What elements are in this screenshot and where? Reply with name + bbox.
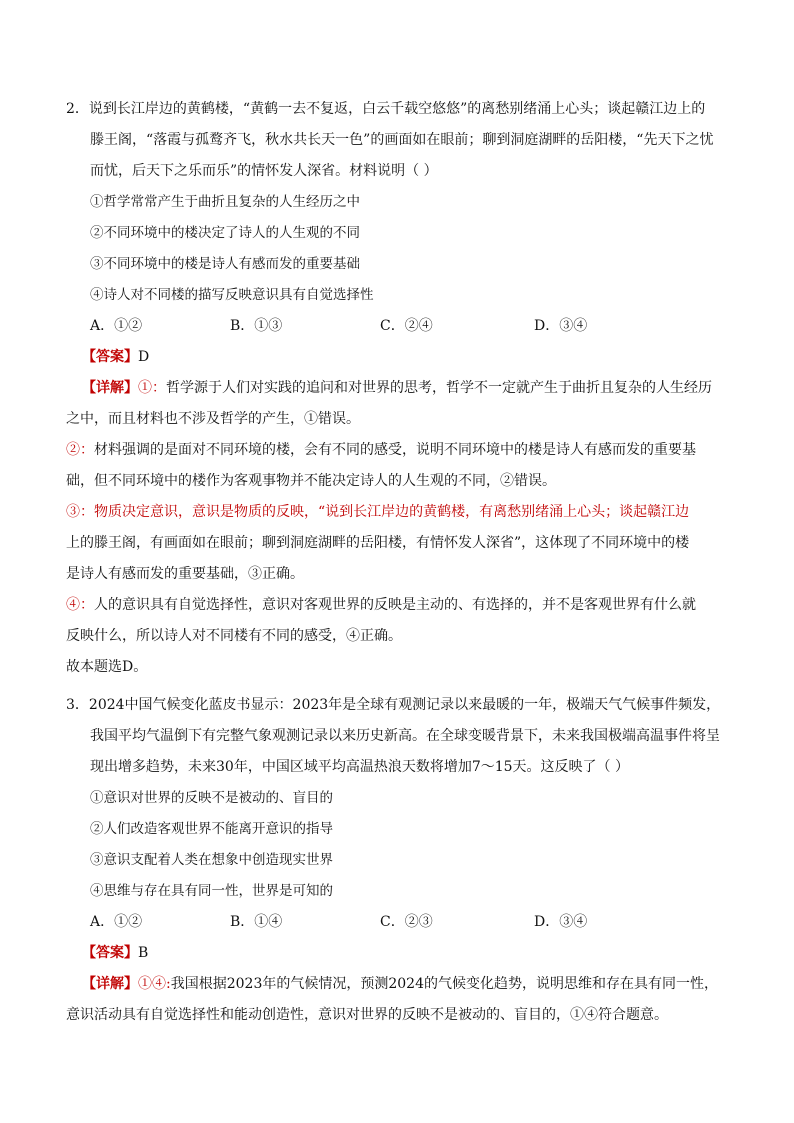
answer-choices: [66, 907, 731, 938]
question-2: [66, 94, 731, 683]
statement-4: ④诗人对不同楼的描写反映意识具有自觉选择性: [90, 287, 374, 303]
question-stem-line: 3．2024中国气候变化蓝皮书显示：2023年是全球有观测记录以来最暖的一年，极端天气气候事件频发，: [66, 697, 721, 713]
detail-text: 哲学源于人们对实践的追问和对世界的思考，哲学不一定就产生于曲折且复杂的人生经历: [166, 380, 712, 396]
detail-lead: ④：: [66, 597, 94, 613]
question-stem-line: 滕王阁，“落霞与孤鹜齐飞，秋水共长天一色”的画面如在眼前；聊到洞庭湖畔的岳阳楼，“先天下之忧: [90, 132, 714, 148]
detail-lead: ①④:: [138, 976, 171, 992]
detail-conclusion: 故本题选D。: [66, 659, 148, 675]
answer-choices: [66, 311, 731, 342]
detail-text: 物质决定意识，意识是物质的反映，“说到长江岸边的黄鹤楼，有离愁别绪涌上心头；谈起赣江边: [94, 504, 690, 520]
answer-line: [66, 938, 731, 969]
statement-3: ③意识支配着人类在想象中创造现实世界: [90, 852, 333, 868]
answer-tag: 【答案】: [82, 945, 138, 961]
choice-c: C．②③: [380, 914, 433, 930]
detail-text: 础，但不同环境中的楼作为客观事物并不能决定诗人的人生观的不同，②错误。: [66, 473, 556, 489]
choice-d: D．③④: [534, 914, 588, 930]
answer-value: D: [138, 349, 150, 365]
detail-tag: 【详解】: [82, 976, 138, 992]
question-stem-line: 现出增多趋势，未来30年，中国区域平均高温热浪天数将增加7～15天。这反映了（ ）: [90, 759, 629, 775]
statement-1: ①意识对世界的反映不是被动的、盲目的: [90, 790, 333, 806]
question-stem-line: 我国平均气温倒下有完整气象观测记录以来历史新高。在全球变暖背景下，未来我国极端高温事件将呈: [90, 728, 720, 744]
detail-text: 材料强调的是面对不同环境的楼，会有不同的感受，说明不同环境中的楼是诗人有感而发的重要基: [94, 442, 696, 458]
answer-line: [66, 342, 731, 373]
detail-text: 反映什么，所以诗人对不同楼有不同的感受，④正确。: [66, 628, 402, 644]
choice-a: A．①②: [90, 318, 143, 334]
choice-d: D．③④: [534, 318, 588, 334]
detail-text: 之中，而且材料也不涉及哲学的产生，①错误。: [66, 411, 360, 427]
statement-4: ④思维与存在具有同一性，世界是可知的: [90, 883, 333, 899]
detail-lead: ③：: [66, 504, 94, 520]
detail-block: [66, 969, 731, 1031]
choice-b: B．①③: [230, 318, 283, 334]
answer-value: B: [138, 945, 149, 961]
detail-lead: ①：: [138, 380, 166, 396]
detail-text: 人的意识具有自觉选择性，意识对客观世界的反映是主动的、有选择的，并不是客观世界有什么就: [94, 597, 696, 613]
statement-2: ②不同环境中的楼决定了诗人的人生观的不同: [90, 225, 360, 241]
detail-tag: 【详解】: [82, 380, 138, 396]
detail-text: 意识活动具有自觉选择性和能动创造性，意识对世界的反映不是被动的、盲目的，①④符合题意。: [66, 1007, 668, 1023]
detail-lead: ②：: [66, 442, 94, 458]
detail-text: 我国根据2023年的气候情况，预测2024的气候变化趋势，说明思维和存在具有同一性，: [170, 976, 718, 992]
question-stem-line: 2．说到长江岸边的黄鹤楼，“黄鹤一去不复返，白云千载空悠悠”的离愁别绪涌上心头；谈起赣江边上的: [66, 101, 706, 117]
statement-1: ①哲学常常产生于曲折且复杂的人生经历之中: [90, 194, 360, 210]
detail-text: 上的滕王阁，有画面如在眼前；聊到洞庭湖畔的岳阳楼，有情怀发人深省”，这体现了不同环境中的楼: [66, 535, 690, 551]
detail-text: 是诗人有感而发的重要基础，③正确。: [66, 566, 304, 582]
question-3: [66, 690, 731, 1031]
choice-b: B．①④: [230, 914, 283, 930]
statement-3: ③不同环境中的楼是诗人有感而发的重要基础: [90, 256, 360, 272]
statement-2: ②人们改造客观世界不能离开意识的指导: [90, 821, 333, 837]
answer-tag: 【答案】: [82, 349, 138, 365]
detail-block: [66, 373, 731, 683]
question-stem-line: 而忧，后天下之乐而乐”的情怀发人深省。材料说明（ ）: [90, 163, 438, 179]
choice-a: A．①②: [90, 914, 143, 930]
choice-c: C．②④: [380, 318, 433, 334]
